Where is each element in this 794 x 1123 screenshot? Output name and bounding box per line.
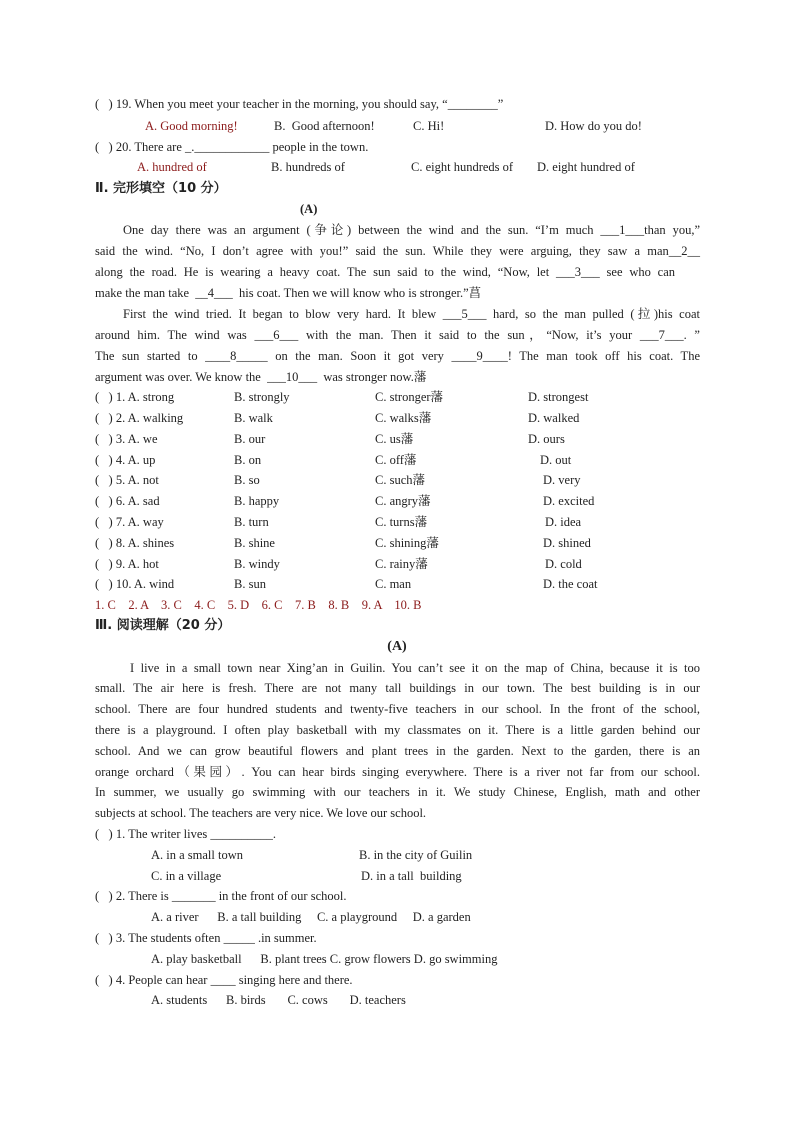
cloze-option-10-a: ( ) 10. A. wind	[95, 577, 175, 591]
cloze-line-6: around him. The wind was ___6___ with the man. Then it said to the sun，“Now, it’s your ___7___. ”	[95, 328, 700, 342]
cloze-option-7-a: ( ) 7. A. way	[95, 515, 164, 529]
cloze-line-5: First the wind tried. It began to blow very hard. It blew ___5___ hard, so the man pulled (拉)his coat	[123, 307, 700, 321]
cloze-option-8-d: D. shined	[543, 536, 591, 550]
reading-line-5: school. And we can grow beautiful flowers and plant trees in the garden. Next to the garden, there is an	[95, 744, 700, 758]
reading-line-1: I live in a small town near Xing’an in Guilin. You can’t see it on the map of China, because it is too	[130, 661, 700, 675]
cloze-option-6-d: D. excited	[543, 494, 595, 508]
cloze-option-6-c: C. angry藩	[375, 494, 431, 508]
reading-question-1-option-c: C. in a village	[151, 869, 222, 883]
question-20-option-b: B. hundreds of	[271, 160, 345, 174]
cloze-option-6-a: ( ) 6. A. sad	[95, 494, 160, 508]
cloze-option-1-d: D. strongest	[528, 390, 589, 404]
cloze-answer-key: 1. C 2. A 3. C 4. C 5. D 6. C 7. B 8. B 9. A 10. B	[95, 598, 422, 612]
reading-question-2-options: A. a river B. a tall building C. a playground D. a garden	[151, 910, 471, 924]
cloze-option-5-a: ( ) 5. A. not	[95, 473, 159, 487]
cloze-option-9-b: B. windy	[234, 557, 280, 571]
cloze-option-5-d: D. very	[543, 473, 581, 487]
cloze-option-2-c: C. walks藩	[375, 411, 432, 425]
reading-question-1-option-b: B. in the city of Guilin	[359, 848, 473, 862]
cloze-option-6-b: B. happy	[234, 494, 280, 508]
cloze-line-7: The sun started to ____8_____ on the man. Soon it got very ____9____! The man took off his coat. The	[95, 349, 700, 363]
cloze-line-4: make the man take __4___ his coat. Then we will know who is stronger.”菖	[95, 286, 482, 300]
cloze-option-10-d: D. the coat	[543, 577, 598, 591]
question-20-stem: ( ) 20. There are _.____________ people in the town.	[95, 140, 369, 154]
question-20-option-d: D. eight hundred of	[537, 160, 635, 174]
reading-question-4-stem: ( ) 4. People can hear ____ singing here and there.	[95, 973, 353, 987]
cloze-option-3-b: B. our	[234, 432, 266, 446]
question-19-option-a: A. Good morning!	[145, 119, 238, 133]
reading-line-2: small. The air here is fresh. There are not many tall buildings in our town. The best building is in our	[95, 681, 700, 695]
cloze-option-7-d: D. idea	[545, 515, 582, 529]
cloze-option-2-d: D. walked	[528, 411, 580, 425]
reading-question-1-option-d: D. in a tall building	[361, 869, 462, 883]
reading-question-4-options: A. students B. birds C. cows D. teachers	[151, 993, 406, 1007]
question-19-option-c: C. Hi!	[413, 119, 445, 133]
cloze-option-4-a: ( ) 4. A. up	[95, 453, 156, 467]
reading-question-3-stem: ( ) 3. The students often _____ .in summer.	[95, 931, 317, 945]
question-20-option-a: A. hundred of	[137, 160, 207, 174]
cloze-option-4-c: C. off藩	[375, 453, 417, 467]
cloze-option-1-b: B. strongly	[234, 390, 290, 404]
cloze-option-5-c: C. such藩	[375, 473, 426, 487]
cloze-option-9-c: C. rainy藩	[375, 557, 428, 571]
question-19-option-b: B. Good afternoon!	[274, 119, 375, 133]
cloze-option-5-b: B. so	[234, 473, 260, 487]
cloze-line-3: along the road. He is wearing a heavy coat. The sun said to the wind, “Now, let ___3___ see who can	[95, 265, 675, 279]
cloze-option-7-c: C. turns藩	[375, 515, 428, 529]
cloze-option-9-a: ( ) 9. A. hot	[95, 557, 159, 571]
reading-question-2-stem: ( ) 2. There is _______ in the front of our school.	[95, 889, 347, 903]
cloze-option-9-d: D. cold	[545, 557, 582, 571]
section-3-title: Ⅲ. 阅读理解（20 分）	[95, 618, 231, 633]
cloze-line-1: One day there was an argument (争论) between the wind and the sun. “I’m much ___1___than you,”	[123, 223, 700, 237]
cloze-option-10-b: B. sun	[234, 577, 266, 591]
section-2-subtitle: (A)	[300, 202, 318, 216]
cloze-option-4-d: D. out	[540, 453, 572, 467]
reading-question-1-option-a: A. in a small town	[151, 848, 244, 862]
cloze-option-3-d: D. ours	[528, 432, 565, 446]
cloze-option-7-b: B. turn	[234, 515, 269, 529]
reading-line-4: there is a playground. I often play basketball with my classmates on it. There is a little garden behind our	[95, 723, 700, 737]
cloze-option-3-c: C. us藩	[375, 432, 414, 446]
reading-line-3: school. There are four hundred students and twenty-five teachers in our school. In the front of the school,	[95, 702, 700, 716]
section-3-subtitle: (A)	[387, 639, 407, 654]
reading-line-8: subjects at school. The teachers are very nice. We love our school.	[95, 806, 427, 820]
cloze-option-8-c: C. shining藩	[375, 536, 439, 550]
reading-line-6: orange orchard（果园）. You can hear birds singing everywhere. There is a river not far from our school.	[95, 765, 700, 779]
cloze-option-8-a: ( ) 8. A. shines	[95, 536, 175, 550]
reading-question-1-stem: ( ) 1. The writer lives __________.	[95, 827, 276, 841]
reading-line-7: In summer, we usually go swimming with our teachers in it. We study Chinese, English, math and other	[95, 785, 700, 799]
cloze-line-2: said the wind. “No, I don’t agree with you!” said the sun. While they were arguing, they saw a man__2__	[95, 244, 700, 258]
question-19-option-d: D. How do you do!	[545, 119, 642, 133]
cloze-option-2-a: ( ) 2. A. walking	[95, 411, 184, 425]
cloze-option-2-b: B. walk	[234, 411, 273, 425]
cloze-line-8: argument was over. We know the ___10___ was stronger now.藩	[95, 370, 427, 384]
cloze-option-4-b: B. on	[234, 453, 262, 467]
cloze-option-8-b: B. shine	[234, 536, 275, 550]
question-20-option-c: C. eight hundreds of	[411, 160, 514, 174]
cloze-option-1-a: ( ) 1. A. strong	[95, 390, 175, 404]
cloze-option-10-c: C. man	[375, 577, 412, 591]
section-2-title: Ⅱ. 完形填空（10 分）	[95, 181, 227, 196]
question-19-stem: ( ) 19. When you meet your teacher in the morning, you should say, “________”	[95, 97, 504, 111]
reading-question-3-options: A. play basketball B. plant trees C. grow flowers D. go swimming	[151, 952, 498, 966]
cloze-option-1-c: C. stronger藩	[375, 390, 444, 404]
cloze-option-3-a: ( ) 3. A. we	[95, 432, 158, 446]
